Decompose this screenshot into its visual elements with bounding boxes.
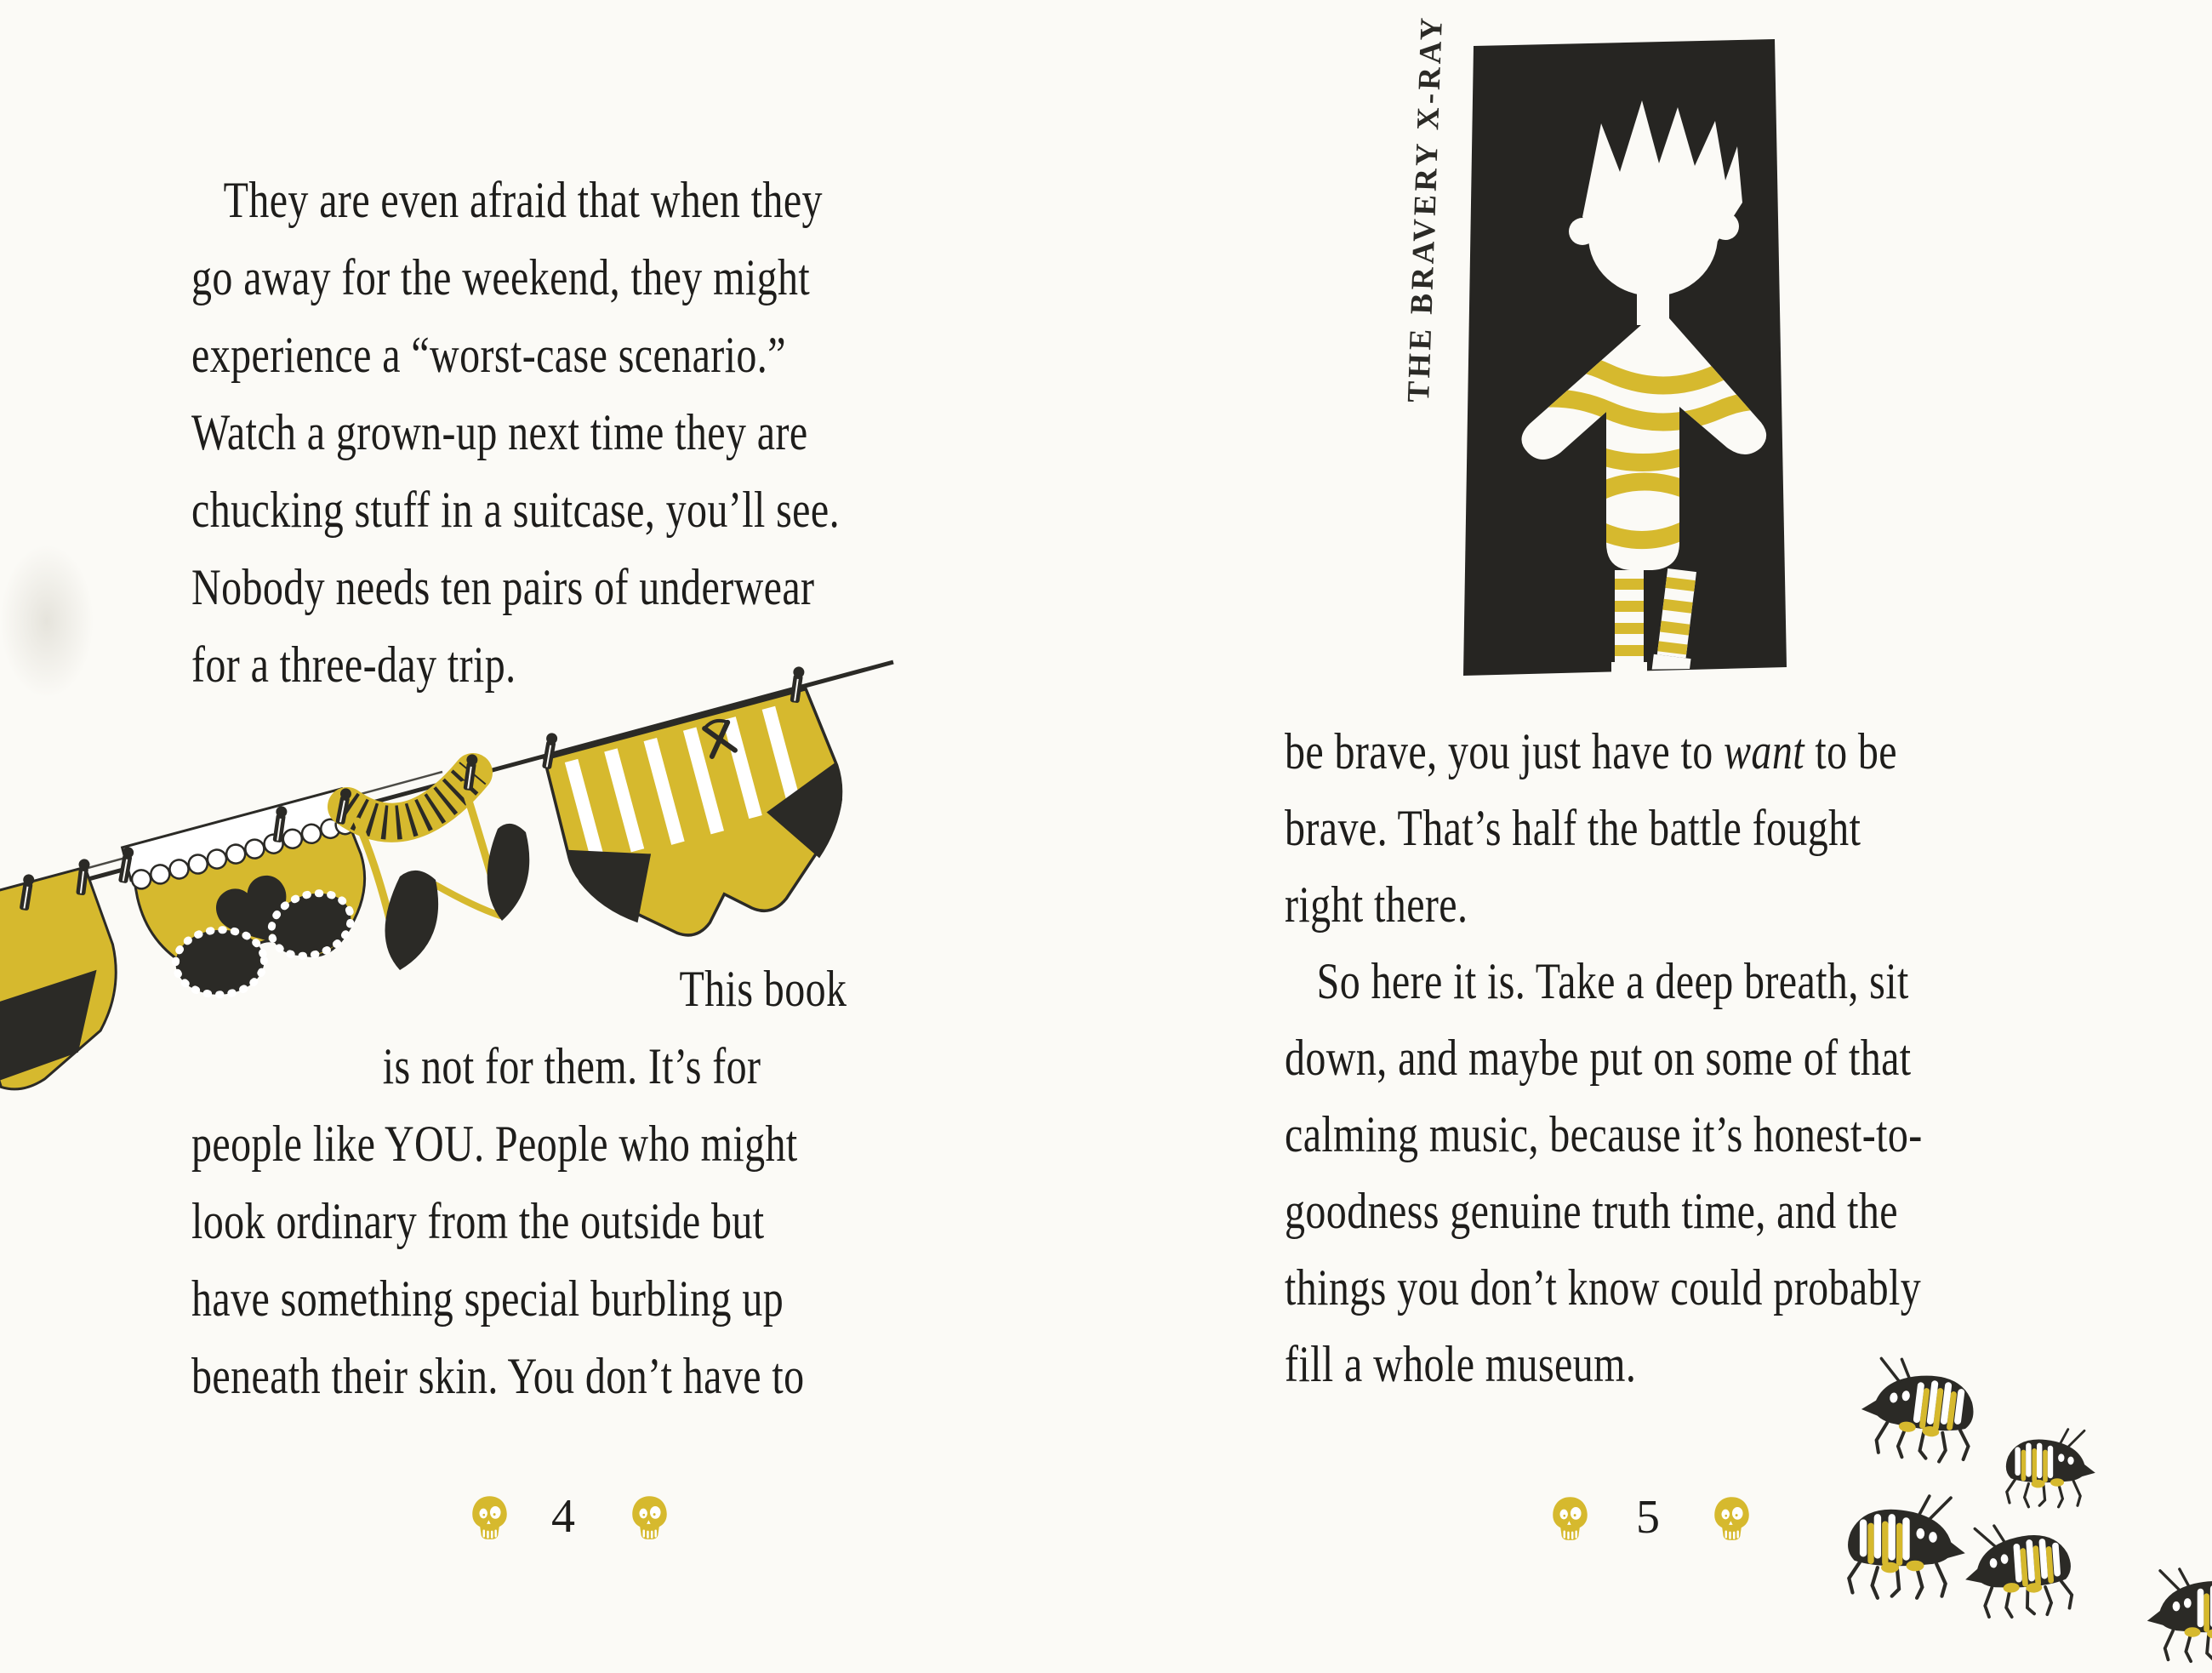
bug-icon <box>2147 1569 2212 1661</box>
text-line: So here it is. Take a deep breath, sit <box>1316 953 1909 1009</box>
right-paragraphs <box>1285 713 1979 1402</box>
skull-icon <box>630 1494 670 1540</box>
text-line: for a three-day trip. <box>191 637 516 693</box>
text-line: things you don’t know could probably <box>1285 1259 1922 1316</box>
bug-icon <box>2006 1430 2095 1507</box>
text-line: look ordinary from the outside but <box>191 1193 765 1249</box>
text-line: They are even afraid that when they <box>223 172 823 228</box>
left-paragraph-2 <box>191 951 847 1415</box>
text-line: brave. That’s half the battle fought <box>1285 800 1861 856</box>
xray-label: THE BRAVERY X-RAY <box>1400 14 1450 403</box>
text-line: down, and maybe put on some of that <box>1285 1030 1912 1086</box>
italic-word: want <box>1724 723 1804 779</box>
text-line: have something special burbling up <box>191 1270 784 1327</box>
text-line: goodness genuine truth time, and the <box>1285 1183 1898 1239</box>
page-number: 4 <box>551 1490 575 1543</box>
text-line: Nobody needs ten pairs of underwear <box>191 559 815 615</box>
underwear-striped <box>543 687 869 961</box>
bug-icon <box>1856 1355 1979 1465</box>
text-line: beneath their skin. You don’t have to <box>191 1348 805 1404</box>
text-line: Watch a grown-up next time they are <box>191 404 808 460</box>
text-line: be brave, you just have to want to be <box>1285 723 1898 779</box>
text-line: calming music, because it’s honest-to- <box>1285 1106 1923 1162</box>
text-line: people like YOU. People who might <box>191 1116 798 1172</box>
text-line: chucking stuff in a suitcase, you’ll see. <box>191 482 840 538</box>
page-number: 5 <box>1636 1491 1660 1544</box>
text-line: This book <box>679 961 847 1017</box>
skull-icon <box>1712 1495 1752 1541</box>
text-line: right there. <box>1285 876 1468 933</box>
bug-icon <box>1962 1521 2074 1620</box>
text-line: is not for them. It’s for <box>382 1038 761 1094</box>
underwear-thong <box>347 773 529 970</box>
bugs-illustration <box>1787 1310 2212 1673</box>
left-paragraph-1 <box>191 162 872 704</box>
bug-icon <box>1848 1496 1965 1598</box>
text-line: fill a whole museum. <box>1285 1336 1637 1392</box>
skull-icon <box>1550 1495 1590 1541</box>
bravery-xray-illustration <box>1455 34 1804 689</box>
text-line: experience a “worst-case scenario.” <box>191 327 786 383</box>
leg-left <box>1611 570 1647 677</box>
skull-icon <box>470 1494 510 1540</box>
text-line: go away for the weekend, they might <box>191 249 811 305</box>
